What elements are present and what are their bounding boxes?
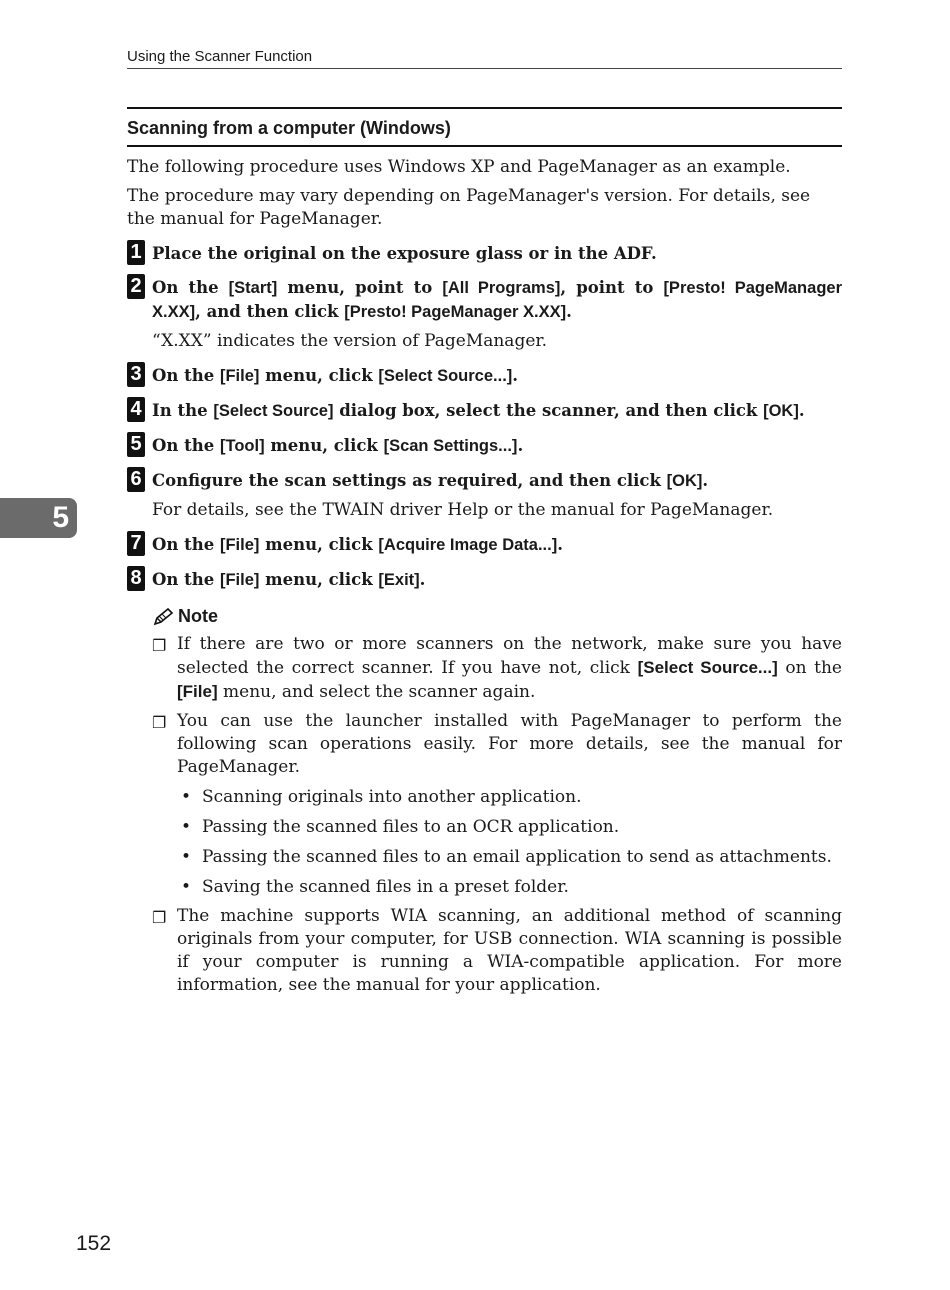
ui-label: [OK] bbox=[666, 472, 703, 490]
bullet-icon: • bbox=[181, 817, 192, 837]
ui-label: [Start] bbox=[228, 279, 278, 297]
step-item bbox=[127, 434, 842, 458]
step-item bbox=[127, 364, 842, 388]
bullet-icon: • bbox=[181, 847, 192, 867]
ui-label: [All Programs] bbox=[442, 279, 561, 297]
note-text: on the bbox=[777, 658, 842, 678]
list-item-text: Scanning originals into another application. bbox=[202, 787, 582, 807]
step-text-part: . bbox=[517, 436, 524, 455]
step-text bbox=[152, 568, 842, 592]
step-item bbox=[127, 399, 842, 423]
pencil-icon bbox=[152, 607, 174, 627]
step-text-part: On the bbox=[152, 535, 220, 554]
step-text bbox=[152, 364, 842, 388]
step-text-part: In the bbox=[152, 401, 214, 420]
list-item-text: Passing the scanned files to an email application to send as attachments. bbox=[202, 847, 832, 867]
note-item bbox=[152, 905, 842, 997]
step-text-part: menu, point to bbox=[277, 278, 443, 297]
step-text bbox=[152, 434, 842, 458]
ui-label: [Tool] bbox=[219, 437, 265, 455]
step-item bbox=[127, 568, 842, 592]
list-item-text: Saving the scanned files in a preset folder. bbox=[202, 877, 569, 897]
intro-paragraph: The following procedure uses Windows XP and PageManager as an example. bbox=[127, 157, 791, 177]
checkbox-icon: ❐ bbox=[152, 713, 167, 732]
ui-label: [File] bbox=[177, 682, 218, 701]
bullet-icon: • bbox=[181, 787, 192, 807]
step-number: 8 bbox=[127, 566, 145, 591]
checkbox-icon: ❐ bbox=[152, 908, 167, 927]
note-text: You can use the launcher installed with PageManager to perform the following scan operations easily. For more details, see the manual for PageManager. bbox=[177, 711, 842, 777]
step-number: 1 bbox=[127, 240, 145, 265]
intro-paragraph: The procedure may vary depending on PageManager's version. For details, see the manual for PageManager. bbox=[127, 186, 811, 229]
page-number: 152 bbox=[76, 1232, 112, 1255]
step-number: 3 bbox=[127, 362, 145, 387]
step-text-part: menu, click bbox=[259, 366, 379, 385]
note-item bbox=[152, 633, 842, 704]
section-title: Scanning from a computer (Windows) bbox=[127, 107, 842, 147]
step-text-part: , and then click bbox=[195, 302, 345, 321]
list-item bbox=[177, 786, 842, 809]
step-item bbox=[127, 242, 842, 265]
step-number: 2 bbox=[127, 274, 145, 299]
note-text: If there are two or more scanners on the network, make sure you have selected the correct scanner. If you have not, click bbox=[177, 634, 842, 678]
step-text-part: . bbox=[419, 570, 426, 589]
ui-label: [OK] bbox=[763, 402, 799, 420]
ui-label: [File] bbox=[219, 536, 260, 554]
bullet-list bbox=[177, 786, 842, 899]
list-item bbox=[177, 816, 842, 839]
step-text-part: menu, click bbox=[264, 436, 384, 455]
step-text-part: . bbox=[512, 366, 519, 385]
step-text-part: . bbox=[702, 471, 709, 490]
step-text-part: menu, click bbox=[259, 570, 379, 589]
note-heading-label: Note bbox=[178, 606, 218, 626]
step-text-part: . bbox=[566, 302, 572, 321]
ui-label: [Select Source...] bbox=[637, 658, 778, 677]
step-item bbox=[127, 533, 842, 557]
step-text bbox=[152, 469, 842, 493]
step-text-part: Configure the scan settings as required, and then click bbox=[152, 471, 667, 490]
steps-list bbox=[127, 242, 842, 592]
step-number: 7 bbox=[127, 531, 145, 556]
step-number: 4 bbox=[127, 397, 145, 422]
note-item bbox=[152, 710, 842, 779]
step-note: “X.XX” indicates the version of PageManager. bbox=[152, 331, 548, 351]
chapter-tab: 5 bbox=[0, 498, 77, 538]
note-text: The machine supports WIA scanning, an additional method of scanning originals from your computer, for USB connection. WIA scanning is possible if your computer is running a WIA-compatible application. For more information, see the manual for your application. bbox=[177, 906, 842, 995]
note-heading bbox=[152, 606, 842, 627]
ui-label: [Presto! PageManager X.XX] bbox=[344, 303, 567, 321]
step-text-part: On the bbox=[152, 570, 220, 589]
step-text bbox=[152, 242, 842, 265]
step-item bbox=[127, 276, 842, 353]
checkbox-icon: ❐ bbox=[152, 636, 167, 655]
page-content bbox=[127, 156, 842, 997]
list-item bbox=[177, 846, 842, 869]
step-text-part: dialog box, select the scanner, and then click bbox=[333, 401, 764, 420]
ui-label: [File] bbox=[219, 571, 260, 589]
step-text bbox=[152, 533, 842, 557]
ui-label: [Exit] bbox=[378, 571, 420, 589]
list-item bbox=[177, 876, 842, 899]
bullet-icon: • bbox=[181, 877, 192, 897]
running-head: Using the Scanner Function bbox=[127, 48, 842, 69]
list-item-text: Passing the scanned files to an OCR application. bbox=[202, 817, 620, 837]
ui-label: [Select Source] bbox=[213, 402, 334, 420]
ui-label: [Acquire Image Data...] bbox=[378, 536, 558, 554]
step-text bbox=[152, 399, 842, 423]
note-block bbox=[152, 606, 842, 997]
ui-label: [Presto! PageManager X.XX] bbox=[152, 279, 842, 321]
ui-label: [Select Source...] bbox=[378, 367, 513, 385]
ui-label: [File] bbox=[219, 367, 260, 385]
step-number: 6 bbox=[127, 467, 145, 492]
step-note: For details, see the TWAIN driver Help or the manual for PageManager. bbox=[152, 500, 774, 520]
step-number: 5 bbox=[127, 432, 145, 457]
step-text-part: . bbox=[557, 535, 563, 554]
step-text-part: menu, click bbox=[259, 535, 379, 554]
step-text-part: On the bbox=[152, 366, 220, 385]
step-text-part: . bbox=[798, 401, 805, 420]
step-text-part: On the bbox=[152, 278, 229, 297]
step-text-part: , point to bbox=[560, 278, 664, 297]
ui-label: [Scan Settings...] bbox=[383, 437, 518, 455]
step-text-part: Place the original on the exposure glass or in the ADF. bbox=[152, 244, 657, 263]
step-text-part: On the bbox=[152, 436, 220, 455]
note-text: menu, and select the scanner again. bbox=[217, 682, 536, 702]
step-text bbox=[152, 276, 842, 324]
step-item bbox=[127, 469, 842, 522]
